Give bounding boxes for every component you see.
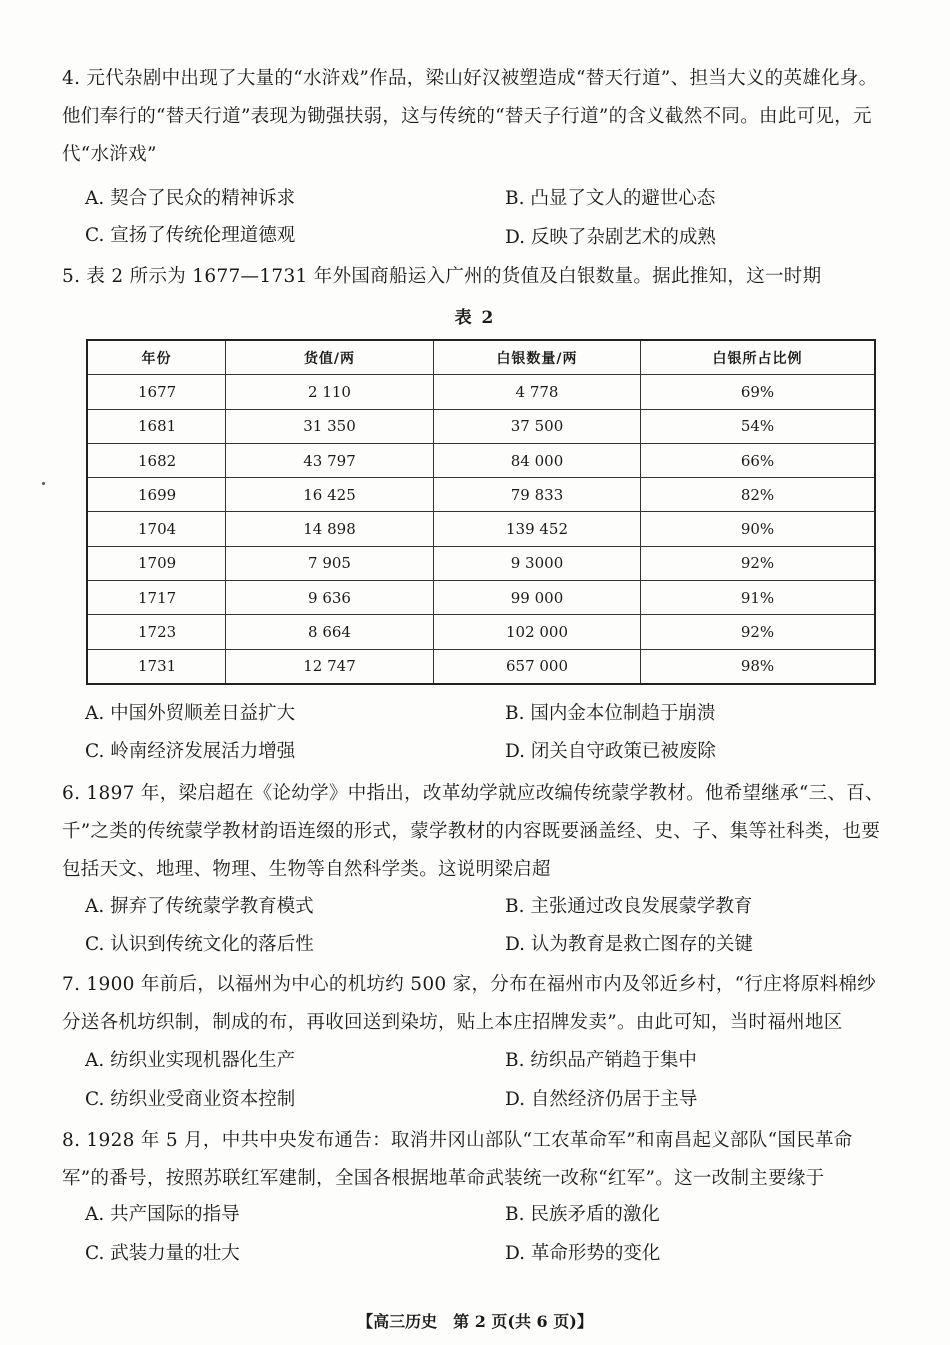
question-8-option-b: B. 民族矛盾的激化 <box>505 1204 660 1225</box>
cell-goods-value: 9 636 <box>226 581 434 615</box>
cell-silver-amount: 4 778 <box>434 375 641 409</box>
question-8-option-a: A. 共产国际的指导 <box>85 1204 240 1225</box>
question-6-stem: 6. 1897 年，梁启超在《论幼学》中指出，改革幼学就应改编传统蒙学教材。他希望继承“三、百、千”之类的传统蒙学教材韵语连缀的形式，蒙学教材的内容既要涵盖经、史、子、集等社科类，也要包括天文、地理、物理、生物等自然科学类。这说明梁启超 <box>62 783 884 880</box>
cell-year: 1677 <box>87 375 226 409</box>
header-silver-amount: 白银数量/两 <box>434 340 641 375</box>
header-goods-value: 货值/两 <box>226 340 434 375</box>
question-5-stem: 5. 表 2 所示为 1677—1731 年外国商船运入广州的货值及白银数量。据此推知，这一时期 <box>62 266 822 287</box>
cell-silver-ratio: 92% <box>641 546 876 580</box>
question-7-option-d: D. 自然经济仍居于主导 <box>505 1089 698 1110</box>
cell-silver-amount: 139 452 <box>434 512 641 546</box>
question-6-option-a: A. 摒弃了传统蒙学教育模式 <box>85 896 314 917</box>
table-row <box>87 443 875 477</box>
cell-silver-amount: 37 500 <box>434 409 641 443</box>
cell-silver-ratio: 69% <box>641 375 876 409</box>
cell-year: 1699 <box>87 478 226 512</box>
header-year: 年份 <box>87 340 226 375</box>
question-5-option-d: D. 闭关自守政策已被废除 <box>505 741 716 762</box>
question-8-option-c: C. 武装力量的壮大 <box>85 1243 240 1264</box>
cell-year: 1709 <box>87 546 226 580</box>
question-5-option-b: B. 国内金本位制趋于崩溃 <box>505 703 716 724</box>
cell-silver-ratio: 54% <box>641 409 876 443</box>
cell-silver-amount: 657 000 <box>434 649 641 684</box>
question-4-option-b: B. 凸显了文人的避世心态 <box>505 188 716 209</box>
table-header-row <box>87 340 875 375</box>
question-7-option-b: B. 纺织品产销趋于集中 <box>505 1050 697 1071</box>
question-8-option-d: D. 革命形势的变化 <box>505 1243 661 1264</box>
cell-silver-amount: 99 000 <box>434 581 641 615</box>
cell-silver-amount: 84 000 <box>434 443 641 477</box>
cell-year: 1681 <box>87 409 226 443</box>
cell-year: 1704 <box>87 512 226 546</box>
cell-silver-amount: 102 000 <box>434 615 641 649</box>
question-4-option-c: C. 宣扬了传统伦理道德观 <box>85 225 296 246</box>
cell-silver-amount: 9 3000 <box>434 546 641 580</box>
data-table <box>86 339 876 685</box>
cell-goods-value: 8 664 <box>226 615 434 649</box>
cell-goods-value: 7 905 <box>226 546 434 580</box>
cell-silver-ratio: 92% <box>641 615 876 649</box>
question-7-stem: 7. 1900 年前后，以福州为中心的机坊约 500 家，分布在福州市内及邻近乡村，“行庄将原料棉纱分送各机坊织制，制成的布，再收回送到染坊，贴上本庄招牌发卖”。由此可知，当时福州地区 <box>62 974 877 1033</box>
question-6-option-c: C. 认识到传统文化的落后性 <box>85 934 314 955</box>
table-caption: 表 2 <box>454 308 496 328</box>
cell-goods-value: 2 110 <box>226 375 434 409</box>
table-row <box>87 375 875 409</box>
cell-year: 1723 <box>87 615 226 649</box>
question-5-option-a: A. 中国外贸顺差日益扩大 <box>85 703 296 724</box>
question-4-option-a: A. 契合了民众的精神诉求 <box>85 188 296 209</box>
cell-silver-amount: 79 833 <box>434 478 641 512</box>
table-row <box>87 649 875 684</box>
cell-goods-value: 43 797 <box>226 443 434 477</box>
cell-goods-value: 16 425 <box>226 478 434 512</box>
table-row <box>87 615 875 649</box>
question-5-option-c: C. 岭南经济发展活力增强 <box>85 741 296 762</box>
question-8-stem: 8. 1928 年 5 月，中共中央发布通告：取消井冈山部队“工农革命军”和南昌起义部队“国民革命军”的番号，按照苏联红军建制，全国各根据地革命武装统一改称“红军”。这一改制主要缘于 <box>62 1130 853 1189</box>
cell-silver-ratio: 82% <box>641 478 876 512</box>
cell-year: 1682 <box>87 443 226 477</box>
question-4-option-d: D. 反映了杂剧艺术的成熟 <box>505 227 716 248</box>
table-row <box>87 546 875 580</box>
question-7-option-c: C. 纺织业受商业资本控制 <box>85 1089 296 1110</box>
question-6-option-b: B. 主张通过改良发展蒙学教育 <box>505 896 753 917</box>
table-row <box>87 581 875 615</box>
cell-silver-ratio: 90% <box>641 512 876 546</box>
question-7-option-a: A. 纺织业实现机器化生产 <box>85 1050 296 1071</box>
table-row <box>87 409 875 443</box>
cell-silver-ratio: 66% <box>641 443 876 477</box>
question-4-stem: 4. 元代杂剧中出现了大量的“水浒戏”作品，梁山好汉被塑造成“替天行道”、担当大义的英雄化身。他们奉行的“替天行道”表现为锄强扶弱，这与传统的“替天子行道”的含义截然不同。由此可见，元代“水浒戏” <box>62 68 878 165</box>
question-6-option-d: D. 认为教育是救亡图存的关键 <box>505 934 753 955</box>
table-row <box>87 478 875 512</box>
cell-silver-ratio: 98% <box>641 649 876 684</box>
cell-goods-value: 14 898 <box>226 512 434 546</box>
cell-year: 1717 <box>87 581 226 615</box>
stray-mark <box>42 482 45 485</box>
cell-goods-value: 12 747 <box>226 649 434 684</box>
table-row <box>87 512 875 546</box>
cell-goods-value: 31 350 <box>226 409 434 443</box>
cell-year: 1731 <box>87 649 226 684</box>
header-silver-ratio: 白银所占比例 <box>641 340 876 375</box>
cell-silver-ratio: 91% <box>641 581 876 615</box>
page-footer: 【高三历史 第 2 页(共 6 页)】 <box>357 1312 593 1331</box>
